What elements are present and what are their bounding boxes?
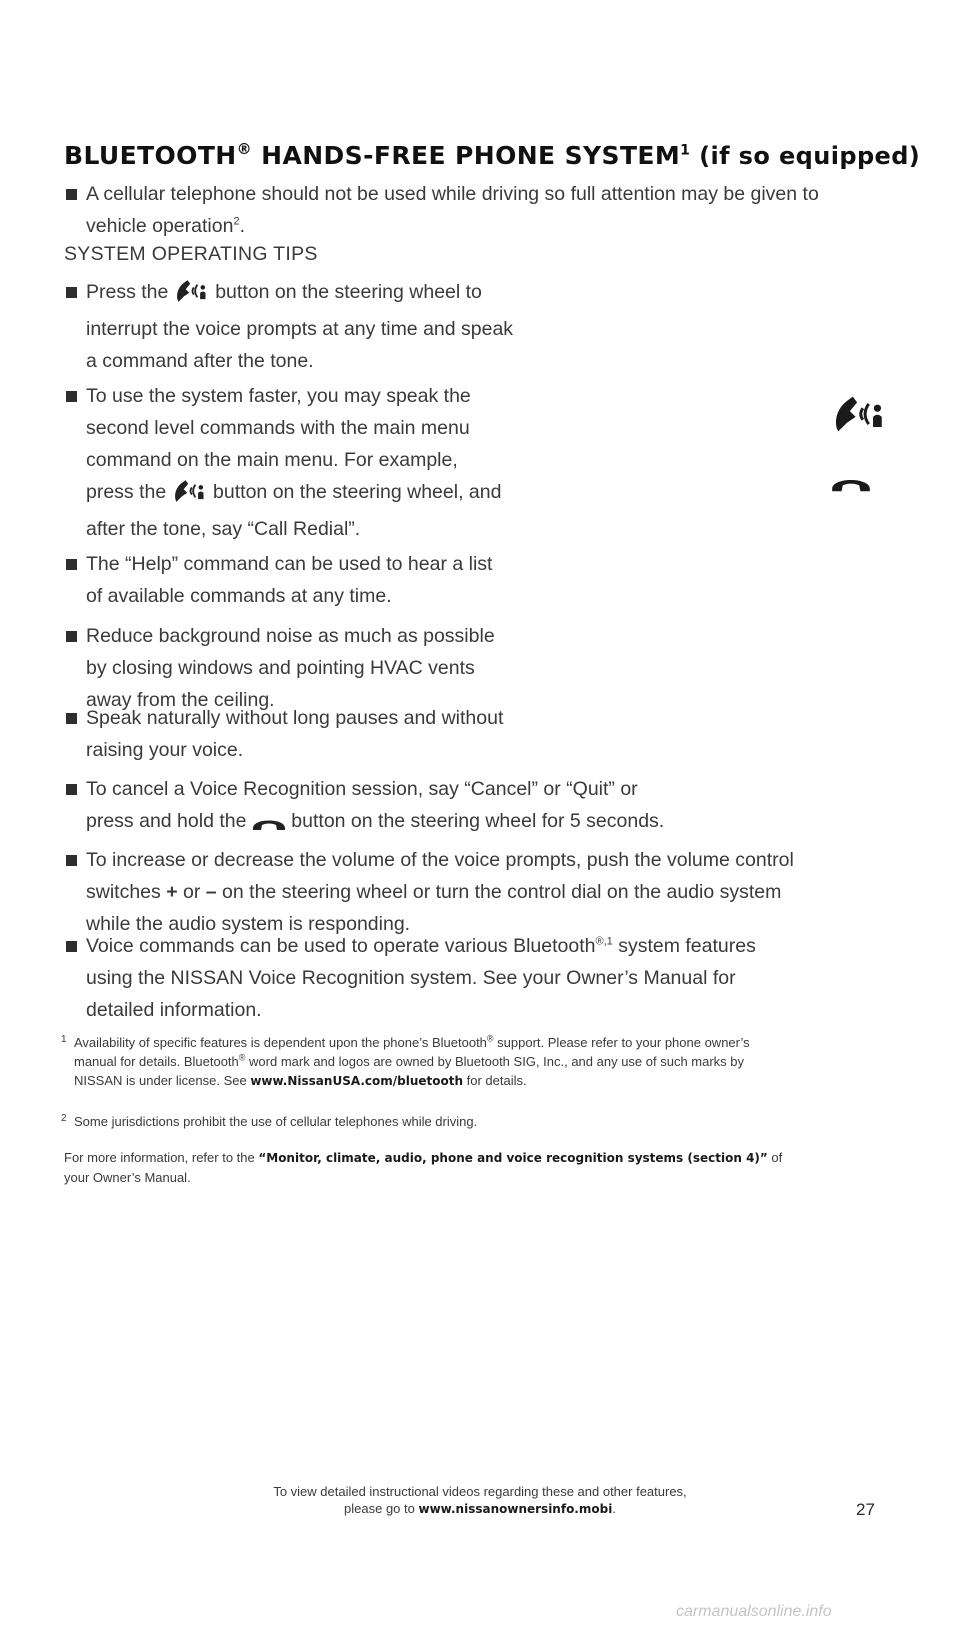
- footnote-1: 1 Availability of specific features is dependent upon the phone’s Bluetooth® support. Please refer to your phone owner’s manual for details. Bluetooth® word mark and logos are owned by Bluetooth SIG, Inc., and any use of such marks by NISSAN is under license. See www.NissanUSA.com/bluetooth for details.: [64, 1033, 750, 1091]
- bullet-square-icon: [66, 784, 77, 795]
- bullet-square-icon: [66, 713, 77, 724]
- tip4-line-3: away from the ceiling.: [86, 689, 275, 711]
- tip1-line-2: interrupt the voice prompts at any time and speak: [86, 318, 514, 340]
- phone-voice-icon: [172, 479, 208, 513]
- bullet-square-icon: [66, 287, 77, 298]
- bottom-note-line-1: To view detailed instructional videos regarding these and other features,: [273, 1484, 687, 1499]
- phone-hangup-icon: [252, 810, 286, 842]
- tip8-line-2: using the NISSAN Voice Recognition system. See your Owner’s Manual for: [86, 967, 736, 989]
- title-footnote-ref: 1: [680, 142, 691, 159]
- tip-volume-control: [86, 844, 794, 940]
- footnote-2: [61, 1112, 478, 1131]
- section-reference: “Monitor, climate, audio, phone and voice recognition systems (section 4)”: [258, 1151, 768, 1165]
- tip2-line-4: press the button on the steering wheel, and: [86, 476, 501, 513]
- phone-voice-icon: [831, 392, 889, 441]
- footnote-2-text: Some jurisdictions prohibit the use of cellular telephones while driving.: [74, 1114, 478, 1129]
- tip8-line-3: detailed information.: [86, 999, 262, 1021]
- phone-voice-icon: [174, 279, 210, 313]
- section-heading: SYSTEM OPERATING TIPS: [64, 243, 318, 265]
- watermark: carmanualsonline.info: [676, 1603, 832, 1620]
- phone-hangup-icon: [831, 472, 871, 499]
- tip5-line-2: raising your voice.: [86, 739, 244, 761]
- tip-voice-commands: [86, 930, 756, 1026]
- nissan-owners-info-link[interactable]: www.nissanownersinfo.mobi: [418, 1502, 613, 1516]
- tip7-line-3: while the audio system is responding.: [86, 913, 411, 935]
- intro-bullet: [86, 178, 819, 242]
- bullet-square-icon: [66, 855, 77, 866]
- footnote-number: 1: [61, 1034, 67, 1045]
- title-part-handsfree: HANDS-FREE PHONE SYSTEM: [252, 141, 681, 170]
- bluetooth-url-link[interactable]: www.NissanUSA.com/bluetooth: [250, 1074, 464, 1088]
- tip6-line-2: press and hold the button on the steering wheel for 5 seconds.: [86, 805, 664, 842]
- tip-help-command: [86, 548, 492, 612]
- tip3-line-2: of available commands at any time.: [86, 585, 392, 607]
- tip6-line-1: To cancel a Voice Recognition session, say “Cancel” or “Quit” or: [86, 778, 638, 800]
- volume-plus-symbol: +: [166, 881, 178, 903]
- bullet-square-icon: [66, 559, 77, 570]
- more-information-note: For more information, refer to the “Monitor, climate, audio, phone and voice recognition systems (section 4)” of your Owner’s Manual.: [64, 1150, 783, 1185]
- tip4-line-1: Reduce background noise as much as possible: [86, 625, 495, 647]
- tip-speak-naturally: [86, 702, 503, 766]
- volume-minus-symbol: –: [205, 881, 217, 903]
- tip2-line-5: after the tone, say “Call Redial”.: [86, 518, 361, 540]
- bullet-square-icon: [66, 189, 77, 200]
- tip7-line-2: switches + or – on the steering wheel or turn the control dial on the audio system: [86, 881, 782, 903]
- more-info-line-2: your Owner’s Manual.: [64, 1170, 191, 1185]
- page-number: 27: [856, 1500, 875, 1519]
- bullet-square-icon: [66, 391, 77, 402]
- bullet-square-icon: [66, 941, 77, 952]
- intro-line-2: vehicle operation$^2$.: [86, 215, 245, 237]
- tip2-line-2: second level commands with the main menu: [86, 417, 470, 439]
- title-part-bluetooth: BLUETOOTH: [64, 141, 237, 170]
- title-part-equipped: (if so equipped): [690, 142, 921, 170]
- tip7-line-1: To increase or decrease the volume of the voice prompts, push the volume control: [86, 849, 794, 871]
- tip5-line-1: Speak naturally without long pauses and without: [86, 707, 504, 729]
- title-registered-mark: ®: [236, 140, 253, 158]
- tip3-line-1: The “Help” command can be used to hear a list: [86, 553, 493, 575]
- tip-speak-faster: [86, 380, 501, 545]
- tip1-line-1: Press the button on the steering wheel to: [86, 276, 513, 313]
- tip4-line-2: by closing windows and pointing HVAC vents: [86, 657, 475, 679]
- tip8-line-1: Voice commands can be used to operate various Bluetooth$^{®,1}$ system features: [86, 935, 756, 957]
- page-title: [64, 140, 920, 170]
- intro-line-1: A cellular telephone should not be used while driving so full attention may be given to: [86, 183, 819, 205]
- tip-cancel-session: [86, 773, 664, 842]
- footnote-number: 2: [61, 1113, 67, 1124]
- bottom-note-line-2: please go to www.nissanownersinfo.mobi.: [344, 1501, 616, 1516]
- bottom-note: [0, 1483, 960, 1518]
- tip2-line-3: command on the main menu. For example,: [86, 449, 458, 471]
- bullet-square-icon: [66, 631, 77, 642]
- tip1-line-3: a command after the tone.: [86, 350, 314, 372]
- tip2-line-1: To use the system faster, you may speak the: [86, 385, 471, 407]
- tip-press-talk-button: [86, 276, 513, 377]
